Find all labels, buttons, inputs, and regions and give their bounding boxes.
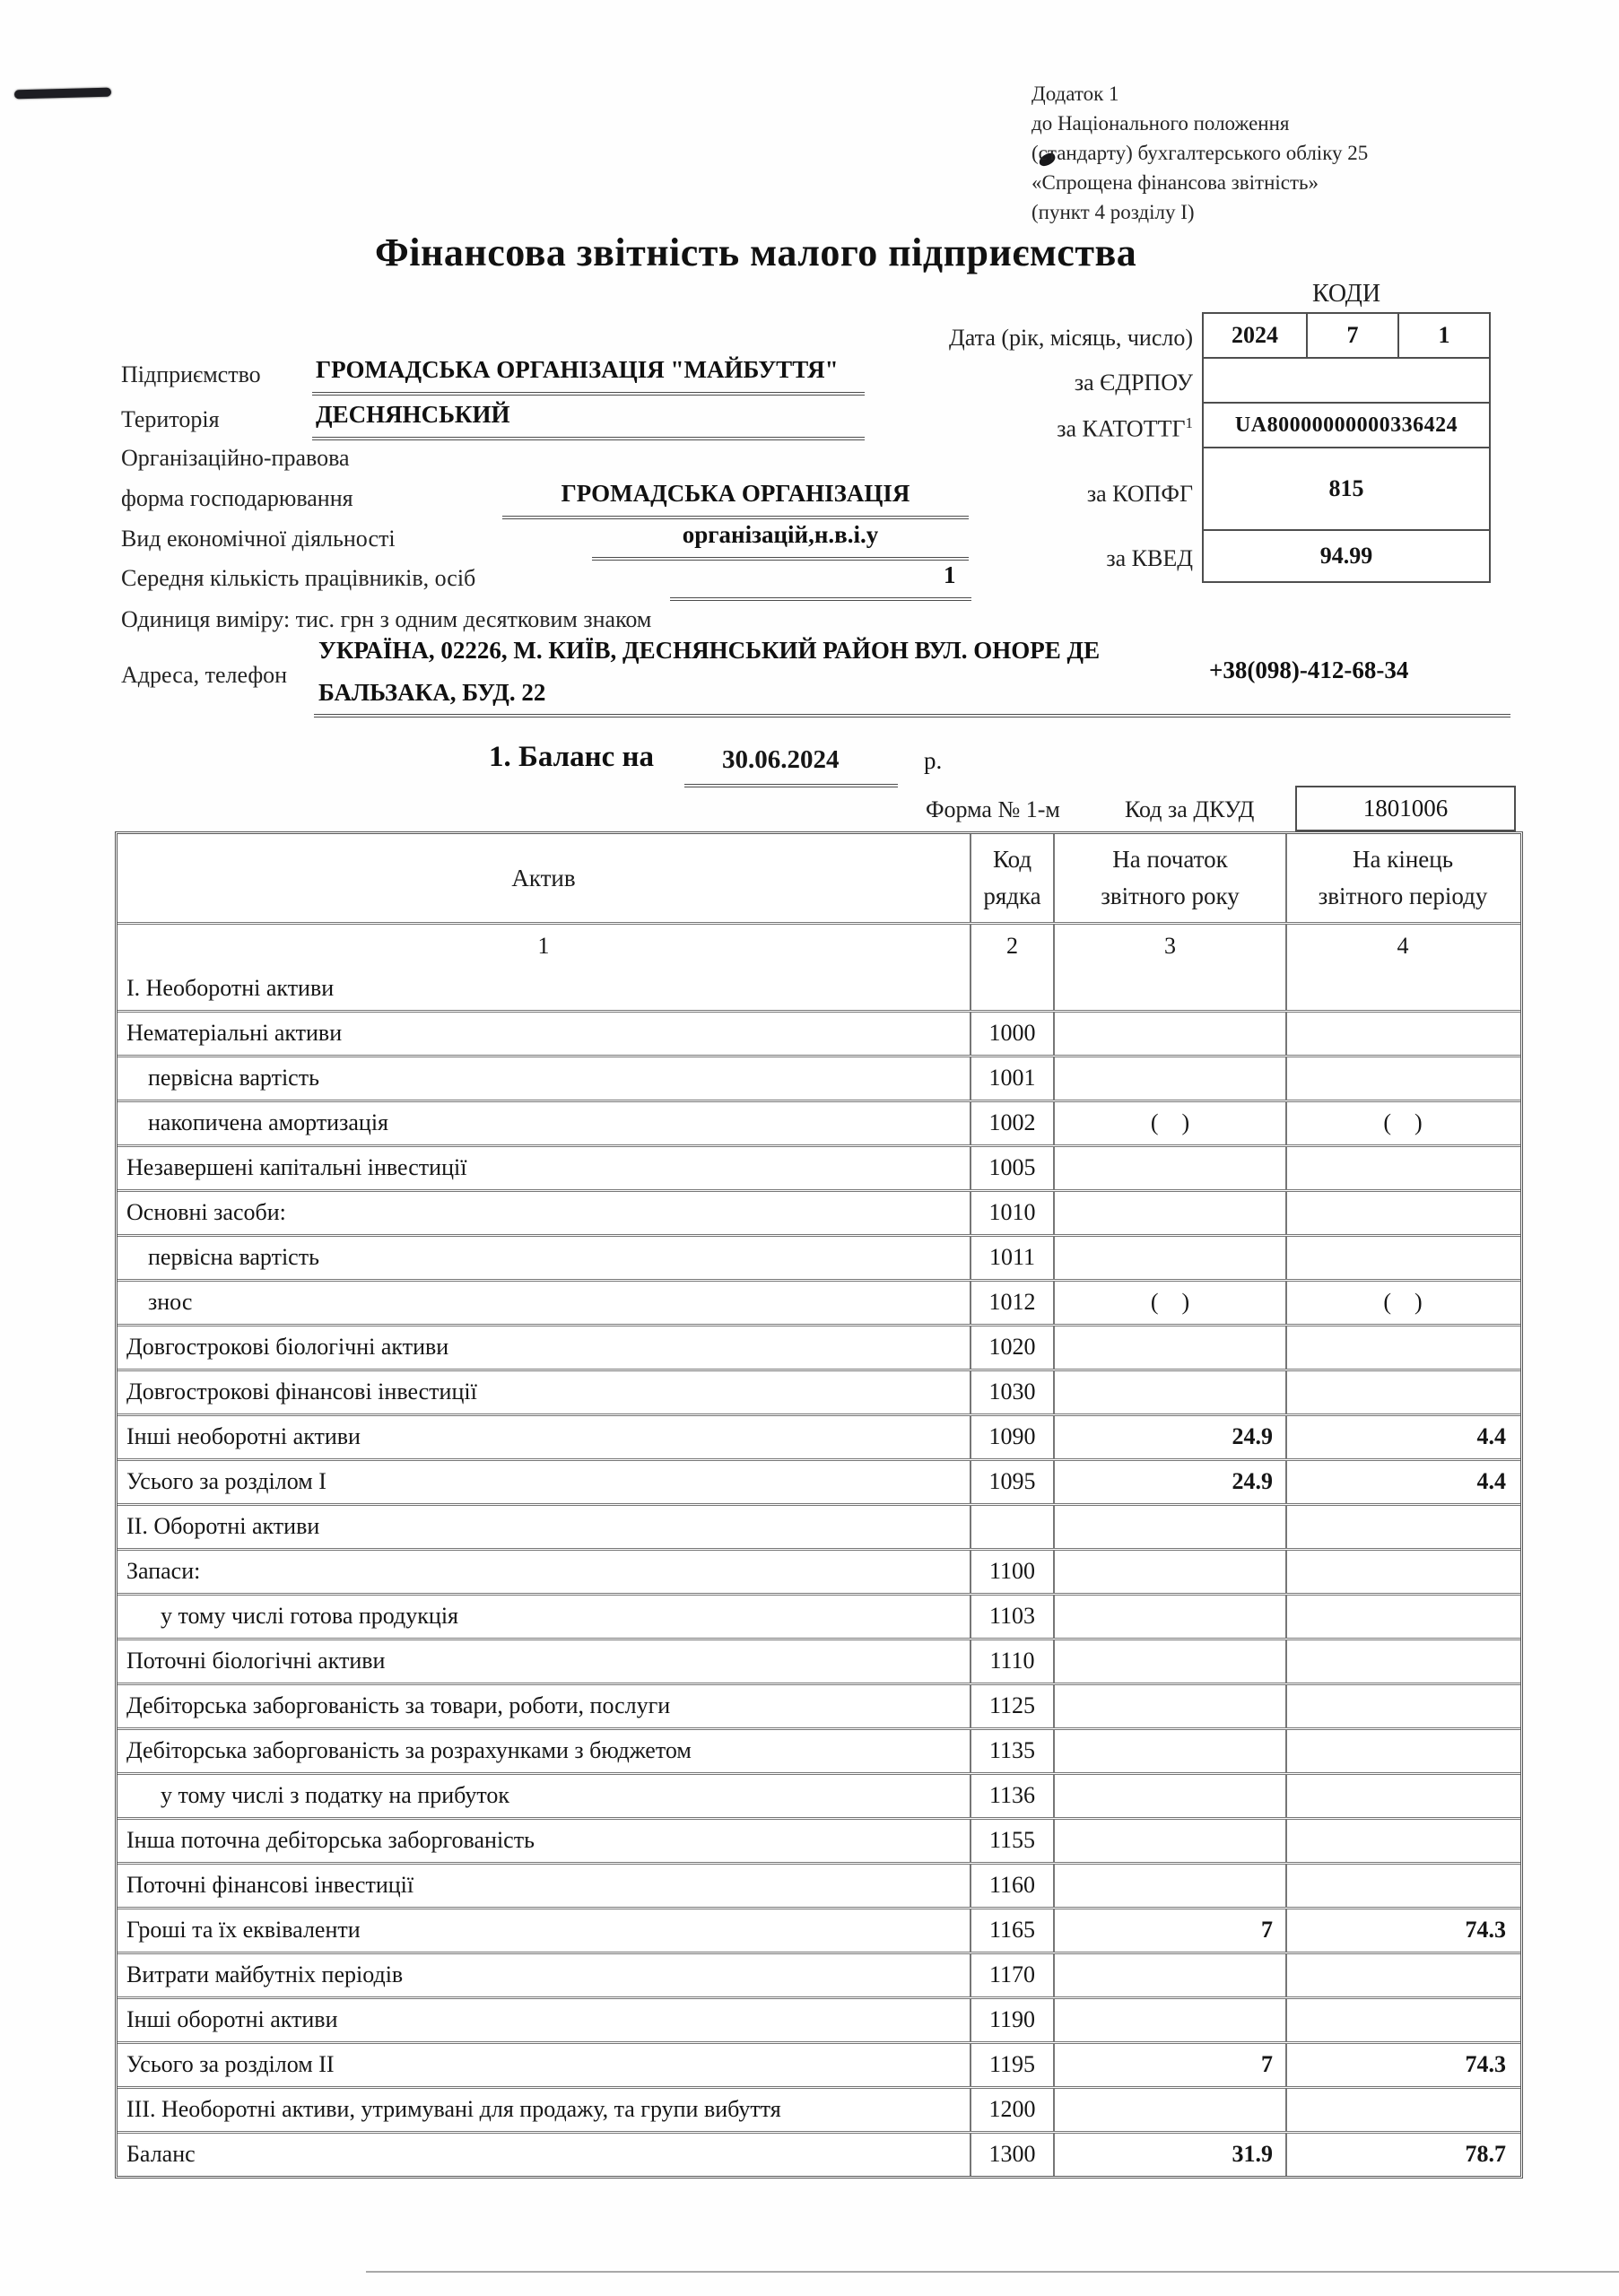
activity-label: Вид економічної діяльності — [121, 526, 396, 552]
header-begin-line1: На початок — [1112, 846, 1228, 873]
legal-form-underline — [502, 516, 969, 519]
employees-value: 1 — [944, 561, 956, 588]
table-row — [118, 1817, 1520, 1862]
date-code-label: Дата (рік, місяць, число) — [949, 325, 1193, 351]
legal-form-value: ГРОМАДСЬКА ОРГАНІЗАЦІЯ — [561, 480, 910, 507]
table-header-row — [118, 834, 1520, 922]
row-code — [970, 1506, 1053, 1548]
employees-label: Середня кількість працівників, осіб — [121, 565, 476, 591]
row-begin-value — [1053, 1775, 1285, 1817]
row-begin-value — [1053, 1147, 1285, 1189]
row-end-value — [1285, 1596, 1519, 1638]
katottg-footnote-mark: 1 — [1185, 414, 1193, 431]
row-begin-value: 7 — [1053, 1909, 1285, 1952]
table-row — [118, 1907, 1520, 1952]
row-begin-value: 24.9 — [1053, 1461, 1285, 1503]
enterprise-underline — [312, 392, 865, 396]
row-label: Поточні біологічні активи — [126, 1648, 386, 1674]
regulation-note-line: (стандарту) бухгалтерського обліку 25 — [1031, 142, 1369, 164]
row-label: Запаси: — [126, 1558, 201, 1584]
row-begin-value — [1053, 1596, 1285, 1638]
row-begin-value — [1053, 2089, 1285, 2131]
table-row — [118, 1683, 1520, 1727]
row-label: Основні засоби: — [126, 1199, 286, 1225]
row-code: 1012 — [970, 1282, 1053, 1324]
row-begin-value — [1053, 1865, 1285, 1907]
balance-date-underline — [684, 784, 898, 787]
codes-date-row — [1202, 314, 1491, 359]
row-label: Поточні фінансові інвестиції — [126, 1872, 414, 1898]
row-label: III. Необоротні активи, утримувані для продажу, та групи вибуття — [126, 2096, 781, 2122]
row-code: 1002 — [970, 1102, 1053, 1144]
phone-value: +38(098)-412-68-34 — [1209, 657, 1409, 683]
row-label: II. Оборотні активи — [126, 1513, 320, 1539]
legal-form-label-line2: форма господарювання — [121, 485, 353, 511]
document-title: Фінансова звітність малого підприємства — [375, 230, 1137, 274]
table-row — [118, 1324, 1520, 1369]
row-end-value — [1285, 1147, 1519, 1189]
row-code: 1300 — [970, 2134, 1053, 2176]
row-code: 1135 — [970, 1730, 1053, 1772]
table-row — [118, 1458, 1520, 1503]
form-number-label: Форма № 1-м — [926, 796, 1060, 822]
kved-label: за КВЕД — [1106, 545, 1193, 571]
row-label: Довгострокові фінансові інвестиції — [126, 1378, 477, 1405]
row-begin-value — [1053, 1057, 1285, 1100]
table-row — [118, 1279, 1520, 1324]
table-section-row — [118, 1503, 1520, 1548]
row-code: 1195 — [970, 2044, 1053, 2086]
header-end-line2: звітного періоду — [1318, 883, 1488, 909]
row-code: 1200 — [970, 2089, 1053, 2131]
edrpou-label: за ЄДРПОУ — [1074, 370, 1193, 396]
code-date-day: 1 — [1397, 312, 1491, 359]
header-end — [1285, 834, 1519, 922]
table-row — [118, 1593, 1520, 1638]
regulation-note-line: «Спрощена фінансова звітність» — [1031, 171, 1319, 194]
row-begin-value — [1053, 1371, 1285, 1413]
row-begin-value — [1053, 1685, 1285, 1727]
row-end-value: 74.3 — [1285, 1909, 1519, 1952]
scan-artifact-bar — [14, 88, 111, 100]
row-begin-value: ( ) — [1053, 1102, 1285, 1144]
table-row — [118, 1055, 1520, 1100]
dkud-value-box: 1801006 — [1295, 786, 1516, 831]
row-begin-value: 24.9 — [1053, 1416, 1285, 1458]
row-code: 1011 — [970, 1237, 1053, 1279]
row-label: Баланс — [126, 2141, 196, 2167]
legal-form-label-line1: Організаційно-правова — [121, 445, 350, 471]
code-edrpou-cell — [1202, 357, 1491, 404]
table-row — [118, 2131, 1520, 2176]
row-end-value — [1285, 968, 1519, 1010]
row-label: Усього за розділом I — [126, 1468, 326, 1494]
row-begin-value: ( ) — [1053, 1282, 1285, 1324]
row-end-value — [1285, 1192, 1519, 1234]
row-begin-value — [1053, 1640, 1285, 1683]
row-label: I. Необоротні активи — [126, 975, 335, 1001]
regulation-note-line: Додаток 1 — [1031, 83, 1119, 105]
employees-underline — [670, 597, 971, 601]
balance-table — [115, 831, 1523, 2179]
row-label: Інші оборотні активи — [126, 2006, 338, 2032]
address-label: Адреса, телефон — [121, 662, 288, 688]
row-label: Інша поточна дебіторська заборгованість — [126, 1827, 535, 1853]
activity-value: організацій,н.в.і.у — [682, 521, 879, 548]
row-end-value — [1285, 1730, 1519, 1772]
row-code: 1100 — [970, 1551, 1053, 1593]
row-end-value: 4.4 — [1285, 1416, 1519, 1458]
row-begin-value — [1053, 1013, 1285, 1055]
row-end-value — [1285, 1685, 1519, 1727]
row-end-value — [1285, 1820, 1519, 1862]
header-code-line2: рядка — [983, 883, 1041, 909]
table-numbering-row — [118, 922, 1520, 968]
row-end-value: ( ) — [1285, 1102, 1519, 1144]
row-label: первісна вартість — [148, 1065, 319, 1091]
row-label: Нематеріальні активи — [126, 1020, 343, 1046]
address-value-line2: БАЛЬЗАКА, БУД. 22 — [318, 679, 546, 706]
row-label: накопичена амортизація — [148, 1109, 388, 1135]
row-begin-value — [1053, 968, 1285, 1010]
row-code: 1000 — [970, 1013, 1053, 1055]
row-end-value — [1285, 1640, 1519, 1683]
kopfg-label: за КОПФГ — [1086, 481, 1193, 507]
row-code: 1090 — [970, 1416, 1053, 1458]
row-begin-value — [1053, 1954, 1285, 1996]
row-end-value: 78.7 — [1285, 2134, 1519, 2176]
enterprise-value: ГРОМАДСЬКА ОРГАНІЗАЦІЯ "МАЙБУТТЯ" — [316, 356, 839, 383]
numbering-cell: 4 — [1285, 925, 1519, 968]
row-begin-value — [1053, 1730, 1285, 1772]
row-label: Інші необоротні активи — [126, 1423, 361, 1449]
row-label: Незавершені капітальні інвестиції — [126, 1154, 467, 1180]
row-code: 1190 — [970, 1999, 1053, 2041]
table-row — [118, 1862, 1520, 1907]
row-end-value: 74.3 — [1285, 2044, 1519, 2086]
table-section-row — [118, 968, 1520, 1010]
header-end-line1: На кінець — [1352, 846, 1454, 873]
numbering-cell: 3 — [1053, 925, 1285, 968]
territory-underline — [312, 437, 865, 440]
regulation-note — [1031, 79, 1534, 227]
row-end-value — [1285, 1237, 1519, 1279]
row-code: 1103 — [970, 1596, 1053, 1638]
table-row — [118, 1144, 1520, 1189]
row-code: 1095 — [970, 1461, 1053, 1503]
code-katottg-cell: UA80000000000336424 — [1202, 402, 1491, 448]
row-end-value — [1285, 1551, 1519, 1593]
table-row — [118, 1369, 1520, 1413]
row-end-value — [1285, 1775, 1519, 1817]
table-row — [118, 1952, 1520, 1996]
balance-date-value: 30.06.2024 — [722, 745, 840, 774]
table-row — [118, 1189, 1520, 1234]
table-row — [118, 1234, 1520, 1279]
header-begin — [1053, 834, 1285, 922]
codes-table — [1202, 314, 1491, 583]
table-row — [118, 2086, 1520, 2131]
row-label: знос — [148, 1289, 193, 1315]
regulation-note-line: до Національного положення — [1031, 112, 1290, 135]
row-end-value — [1285, 1954, 1519, 1996]
row-end-value — [1285, 1057, 1519, 1100]
row-begin-value: 7 — [1053, 2044, 1285, 2086]
row-code: 1125 — [970, 1685, 1053, 1727]
header-asset — [118, 834, 970, 922]
code-kved-cell: 94.99 — [1202, 529, 1491, 583]
row-end-value: ( ) — [1285, 1282, 1519, 1324]
header-code-line1: Код — [992, 846, 1032, 873]
row-end-value: 4.4 — [1285, 1461, 1519, 1503]
territory-label: Територія — [121, 406, 220, 432]
row-code: 1155 — [970, 1820, 1053, 1862]
header-code — [970, 834, 1053, 922]
code-date-month: 7 — [1306, 312, 1399, 359]
table-body — [118, 968, 1520, 2176]
row-label: Довгострокові біологічні активи — [126, 1334, 449, 1360]
row-label: у тому числі з податку на прибуток — [161, 1782, 510, 1808]
codes-header: КОДИ — [1311, 280, 1381, 308]
row-end-value — [1285, 1326, 1519, 1369]
numbering-cell: 1 — [537, 933, 550, 959]
scan-artifact-line — [366, 2271, 1619, 2273]
balance-year-suffix: р. — [924, 747, 943, 774]
enterprise-label: Підприємство — [121, 361, 261, 387]
row-begin-value — [1053, 1999, 1285, 2041]
activity-underline — [592, 557, 969, 561]
table-row — [118, 1010, 1520, 1055]
row-code: 1010 — [970, 1192, 1053, 1234]
katottg-label-text: за КАТОТТГ — [1057, 415, 1186, 442]
row-label: Дебіторська заборгованість за товари, роботи, послуги — [126, 1692, 671, 1718]
dkud-label: Код за ДКУД — [1125, 796, 1255, 822]
row-code: 1170 — [970, 1954, 1053, 1996]
row-end-value — [1285, 1013, 1519, 1055]
table-row — [118, 1996, 1520, 2041]
table-row — [118, 1772, 1520, 1817]
table-row — [118, 1548, 1520, 1593]
header-asset-text: Актив — [511, 864, 576, 891]
unit-of-measure-note: Одиниця виміру: тис. грн з одним десятковим знаком — [121, 606, 652, 632]
row-begin-value — [1053, 1192, 1285, 1234]
table-row — [118, 1638, 1520, 1683]
row-code — [970, 968, 1053, 1010]
address-value-line1: УКРАЇНА, 02226, М. КИЇВ, ДЕСНЯНСЬКИЙ РАЙОН ВУЛ. ОНОРЕ ДЕ — [318, 637, 1101, 664]
table-row — [118, 2041, 1520, 2086]
table-row — [118, 1100, 1520, 1144]
row-end-value — [1285, 1999, 1519, 2041]
row-label: Витрати майбутніх періодів — [126, 1961, 404, 1987]
row-end-value — [1285, 1865, 1519, 1907]
header-begin-line2: звітного року — [1101, 883, 1240, 909]
row-begin-value — [1053, 1551, 1285, 1593]
row-code: 1136 — [970, 1775, 1053, 1817]
row-label: Усього за розділом II — [126, 2051, 335, 2077]
row-code: 1005 — [970, 1147, 1053, 1189]
row-code: 1110 — [970, 1640, 1053, 1683]
row-begin-value — [1053, 1237, 1285, 1279]
row-begin-value — [1053, 1506, 1285, 1548]
row-label: у тому числі готова продукція — [161, 1603, 458, 1629]
row-code: 1030 — [970, 1371, 1053, 1413]
row-begin-value — [1053, 1326, 1285, 1369]
territory-value: ДЕСНЯНСЬКИЙ — [316, 401, 510, 428]
row-code: 1160 — [970, 1865, 1053, 1907]
table-row — [118, 1413, 1520, 1458]
row-end-value — [1285, 1506, 1519, 1548]
row-end-value — [1285, 1371, 1519, 1413]
row-label: Дебіторська заборгованість за розрахунками з бюджетом — [126, 1737, 692, 1763]
row-begin-value: 31.9 — [1053, 2134, 1285, 2176]
balance-section-title: 1. Баланс на — [489, 741, 655, 773]
regulation-note-line: (пункт 4 розділу I) — [1031, 201, 1195, 223]
code-kopfg-cell: 815 — [1202, 447, 1491, 531]
numbering-cell: 2 — [970, 925, 1053, 968]
code-date-year: 2024 — [1202, 312, 1308, 359]
row-label: Гроші та їх еквіваленти — [126, 1917, 361, 1943]
row-end-value — [1285, 2089, 1519, 2131]
row-begin-value — [1053, 1820, 1285, 1862]
row-code: 1165 — [970, 1909, 1053, 1952]
row-label: первісна вартість — [148, 1244, 319, 1270]
table-row — [118, 1727, 1520, 1772]
address-underline — [314, 714, 1510, 718]
row-code: 1001 — [970, 1057, 1053, 1100]
row-code: 1020 — [970, 1326, 1053, 1369]
